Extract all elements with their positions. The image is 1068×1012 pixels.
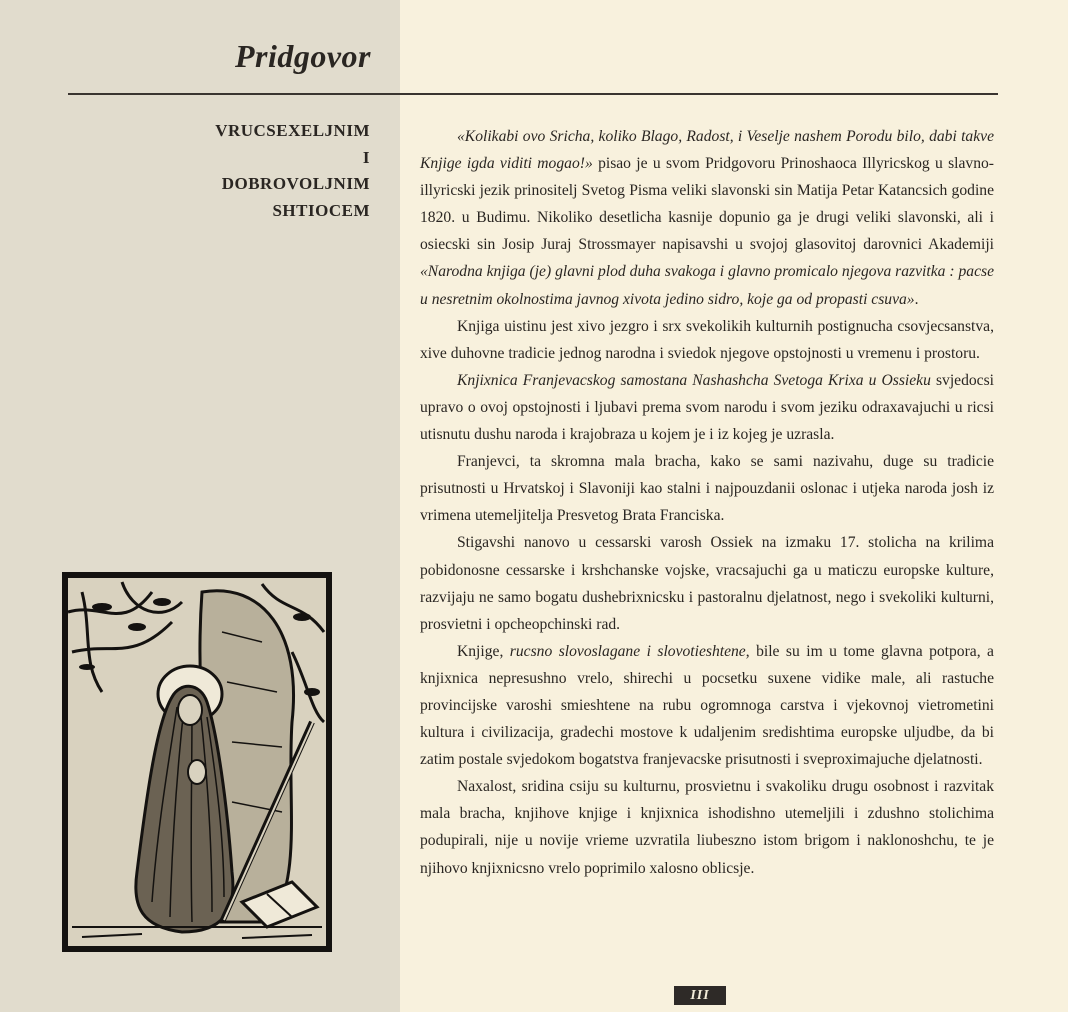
page-title: Pridgovor — [234, 38, 371, 74]
body-paragraph — [420, 529, 994, 637]
italic-segment: «Kolikabi ovo Sricha, koliko Blago, Radost, i Veselje nashem Porodu bilo, dabi takve Knjige igda viditi mogao!» — [420, 128, 994, 173]
body-paragraph — [420, 367, 994, 448]
text-segment: Franjevci, ta skromna mala bracha, kako se sami nazivahu, duge su tradicie prisutnosti u Hrvatskoj i Slavoniji kao stalni i najpouzdanii oslonac i utjeka naroda josh iz vrimena utemeljitelja Presvetog Brata Franciska. — [420, 453, 994, 525]
text-segment: , bile su im u tome glavna potpora, a knjixnica nepresushno vrelo, shirechi u pocsetku suxene vidike male, ali rastuche provincijske varoshi smieshtene na rubu ogromnoga carstva i vjekovnoj vietrometini kultura i civilizacija, gradechi mostove k udaljenim sredishtima europske uljudbe, da bi zatim postale svjedokom bogatstva franjevacske prisutnosti i sveproximajuche djelatnosti. — [420, 642, 994, 769]
italic-segment: «Narodna knjiga (je) glavni plod duha svakoga i glavno promicalo njegova razvitka : pacse u nesretnim okolnostima javnog xivota jedino sidro, koje ga od propasti csuva» — [420, 263, 994, 308]
italic-segment: Knjixnica Franjevacskog samostana Nashashcha Svetoga Krixa u Ossieku — [457, 371, 931, 389]
title-rule — [68, 93, 998, 95]
text-segment: pisao je u svom Pridgovoru Prinoshaoca Illyricskog u slavno-illyricski jezik prinositelj Svetog Pisma veliki slavonski sin Matija Petar Katancsich godine 1820. u Budimu. Nikoliko desetlicha kasnije dopunio ga je drugi veliki slavonski, ali i osiecski sin Josip Juraj Strossmayer napisavshi u svojoj glasovitoj darovnici Akademiji — [420, 155, 994, 254]
text-segment: svjedocsi upravo o ovoj opstojnosti i ljubavi prema svom narodu i svom jeziku odraxavajuchi u ricsi utisnutu dushu naroda i krajobraza u kojem je i iz kojeg je uzrasla. — [420, 371, 994, 444]
body-paragraph — [420, 638, 994, 773]
text-segment: Naxalost, sridina csiju su kulturnu, prosvietnu i svakoliku drugu osobnost i razvitak mala bracha, knjihove knjige i knjixnica ishodishno utemeljili i zdushno stolichima podupirali, nije u novije vrieme uzvratila liubeszno istom brigom i naklonoshchu, te je njihovo knjixnicsno vrelo poprimilo xalosno oblicsje. — [420, 778, 994, 877]
woodcut-illustration — [62, 572, 332, 952]
body-paragraph — [420, 773, 994, 881]
body-paragraph — [420, 313, 994, 367]
text-segment: Stigavshi nanovo u cessarski varosh Ossiek na izmaku 17. stolicha na krilima pobidonosne cessarske i krshchanske vojske, vracsajuchi ga u maticzu europske kulture, razvijaju ne samo bogatu dushebrixnicsku i pastoralnu djelatnost, nego i svekoliki kulturni, prosvietni i opcheopchinski rad. — [420, 534, 994, 633]
woodcut-image — [62, 572, 332, 952]
body-text — [420, 123, 994, 882]
body-paragraph — [420, 448, 994, 529]
dedication-line: I — [362, 147, 370, 167]
italic-segment: rucsno slovoslagane i slovotieshtene — [509, 642, 746, 660]
text-segment: Knjiga uistinu jest xivo jezgro i srx svekolikih kulturnih postignucha csovjecsanstva, xive duhovne tradicie jednog narodna i sviedok njegove opstojnosti u vremenu i prostoru. — [420, 317, 994, 362]
dedication-line: VRUCSEXELJNIM — [215, 121, 370, 140]
dedication — [150, 118, 370, 224]
page-number: III — [674, 986, 726, 1005]
dedication-line: SHTIOCEM — [272, 200, 370, 220]
body-paragraph — [420, 123, 994, 313]
text-segment: . — [914, 290, 919, 308]
dedication-line: DOBROVOLJNIM — [221, 174, 370, 193]
text-segment: Knjige, — [457, 642, 510, 660]
